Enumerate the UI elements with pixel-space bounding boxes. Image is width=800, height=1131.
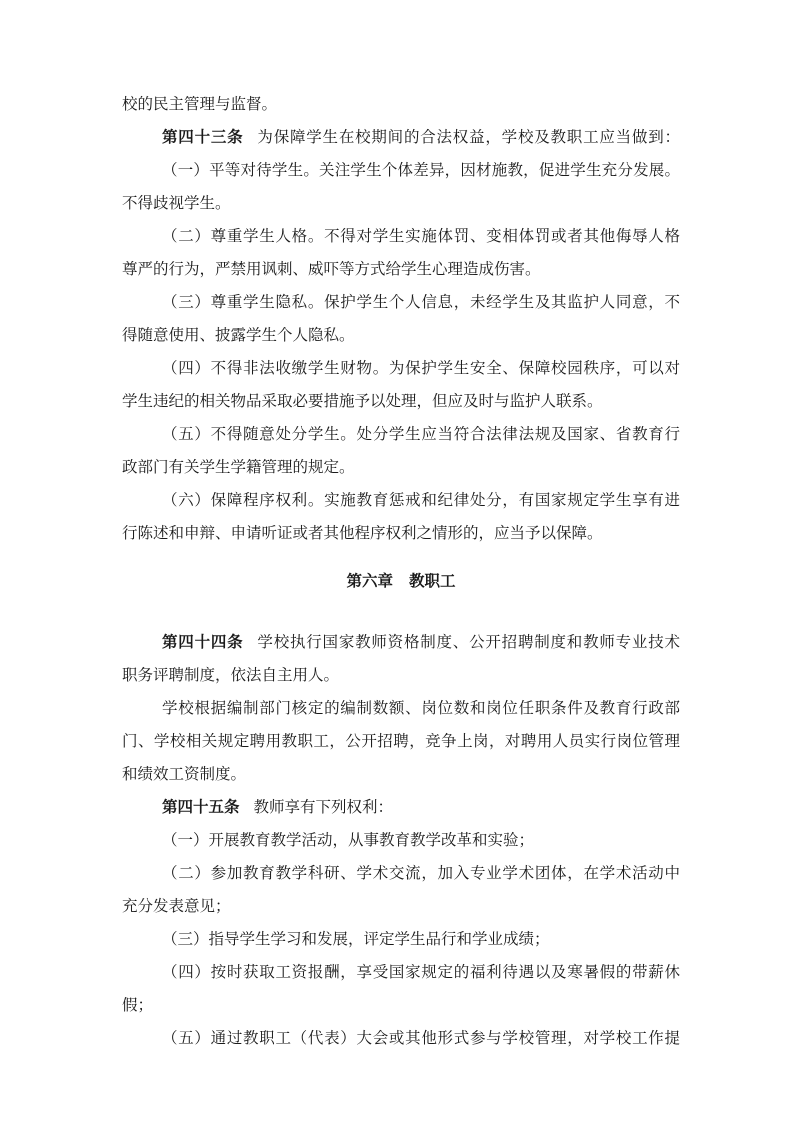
text-line xyxy=(122,830,680,850)
text-line xyxy=(122,490,680,510)
article-label: 第四十五条 xyxy=(162,797,240,816)
line-text: 得随意使用、披露学生个人隐私。 xyxy=(122,326,355,344)
article-label: 第四十四条 xyxy=(162,632,244,651)
article-heading-line xyxy=(122,797,680,817)
line-text: （四）按时获取工资报酬，享受国家规定的福利待遇以及寒暑假的带薪休 xyxy=(162,963,680,981)
line-text: （五）不得随意处分学生。处分学生应当符合法律法规及国家、省教育行 xyxy=(162,425,680,443)
text-line xyxy=(122,929,680,949)
text-line xyxy=(122,523,680,543)
section-before xyxy=(122,94,680,543)
text-line xyxy=(122,764,680,784)
line-text: 行陈述和申辩、申请听证或者其他程序权利之情形的，应当予以保障。 xyxy=(122,524,603,542)
document-page xyxy=(122,94,680,1061)
line-text: （三）尊重学生隐私。保护学生个人信息，未经学生及其监护人同意，不 xyxy=(162,293,680,311)
line-text: （一）平等对待学生。关注学生个体差异，因材施教，促进学生充分发展。 xyxy=(162,161,680,179)
line-text: （三）指导学生学习和发展，评定学生品行和学业成绩； xyxy=(162,930,550,948)
line-text: （六）保障程序权利。实施教育惩戒和纪律处分，有国家规定学生享有进 xyxy=(162,491,680,509)
text-line xyxy=(122,457,680,477)
line-text: 教师享有下列权利： xyxy=(253,798,394,816)
line-text: 尊严的行为，严禁用讽刺、威吓等方式给学生心理造成伤害。 xyxy=(122,260,541,278)
line-text: 政部门有关学生学籍管理的规定。 xyxy=(122,458,355,476)
text-line xyxy=(122,358,680,378)
line-text: 职务评聘制度，依法自主用人。 xyxy=(122,666,340,684)
line-text: （二）参加教育教学科研、学术交流，加入专业学术团体，在学术活动中 xyxy=(162,864,680,882)
line-text: 和绩效工资制度。 xyxy=(122,765,247,783)
line-text: （四）不得非法收缴学生财物。为保护学生安全、保障校园秩序，可以对 xyxy=(162,359,680,377)
text-line xyxy=(122,896,680,916)
line-text: 学生违纪的相关物品采取必要措施予以处理，但应及时与监护人联系。 xyxy=(122,392,603,410)
chapter-heading xyxy=(122,571,680,591)
article-heading-line xyxy=(122,632,680,652)
line-text: 为保障学生在校期间的合法权益，学校及教职工应当做到： xyxy=(257,128,680,146)
line-text: 校的民主管理与监督。 xyxy=(122,95,278,113)
text-line xyxy=(122,391,680,411)
text-line xyxy=(122,995,680,1015)
line-text: 假； xyxy=(122,996,154,1014)
article-heading-line xyxy=(122,127,680,147)
text-line xyxy=(122,226,680,246)
line-text: 不得歧视学生。 xyxy=(122,194,231,212)
line-text: 学校根据编制部门核定的编制数额、岗位数和岗位任职条件及教育行政部 xyxy=(162,699,680,717)
text-line xyxy=(122,962,680,982)
chapter-title: 教职工 xyxy=(409,571,456,590)
section-after xyxy=(122,632,680,1048)
text-line xyxy=(122,160,680,180)
text-line xyxy=(122,292,680,312)
text-line xyxy=(122,94,680,114)
text-line xyxy=(122,259,680,279)
text-line xyxy=(122,665,680,685)
text-line xyxy=(122,1028,680,1048)
article-label: 第四十三条 xyxy=(162,127,244,146)
line-text: （二）尊重学生人格。不得对学生实施体罚、变相体罚或者其他侮辱人格 xyxy=(162,227,680,245)
text-line xyxy=(122,698,680,718)
text-line xyxy=(122,193,680,213)
line-text: （一）开展教育教学活动，从事教育教学改革和实验； xyxy=(162,831,535,849)
text-line xyxy=(122,325,680,345)
text-line xyxy=(122,731,680,751)
chapter-number: 第六章 xyxy=(346,571,393,590)
line-text: 门、学校相关规定聘用教职工，公开招聘，竞争上岗，对聘用人员实行岗位管理 xyxy=(122,732,680,750)
line-text: 充分发表意见； xyxy=(122,897,231,915)
text-line xyxy=(122,863,680,883)
text-line xyxy=(122,424,680,444)
line-text: 学校执行国家教师资格制度、公开招聘制度和教师专业技术 xyxy=(257,633,680,651)
line-text: （五）通过教职工（代表）大会或其他形式参与学校管理，对学校工作提 xyxy=(162,1029,680,1047)
